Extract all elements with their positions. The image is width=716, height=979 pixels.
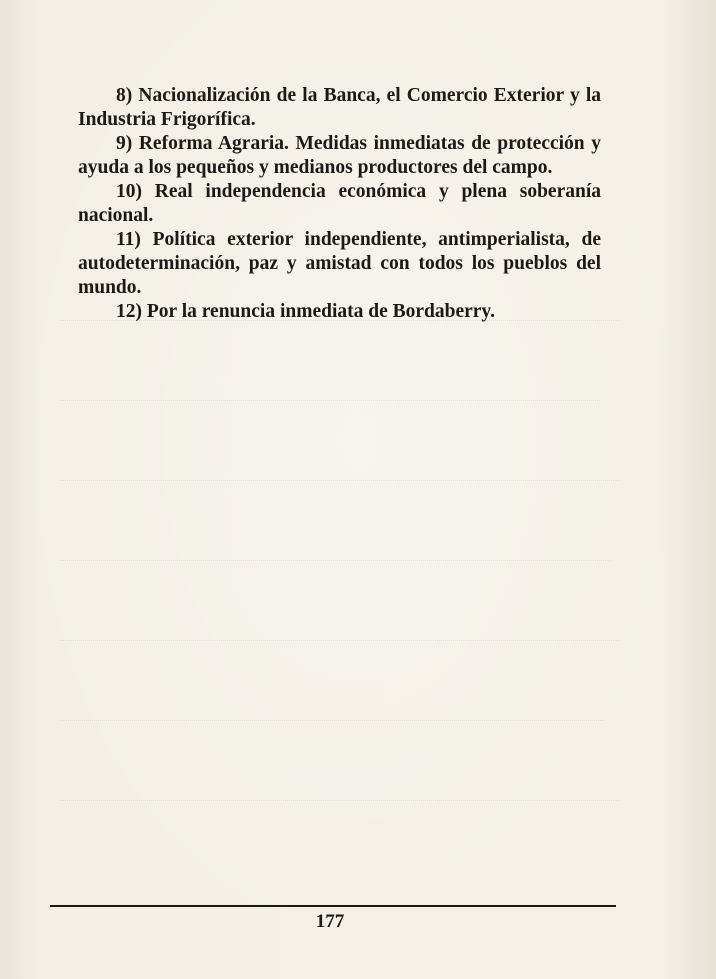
demand-item-10: 10) Real independencia económica y plena soberanía nacional.: [78, 181, 601, 226]
demand-item-9: 9) Reforma Agraria. Medidas inmediatas de protección y ayuda a los pequeños y medianos productores del campo.: [78, 133, 601, 178]
footer-rule: [50, 905, 616, 907]
demand-item-8: 8) Nacionalización de la Banca, el Comercio Exterior y la Industria Frigorífica.: [78, 85, 601, 130]
demand-item-11: 11) Política exterior independiente, antimperialista, de autodeterminación, paz y amistad con todos los pueblos del mundo.: [78, 229, 601, 298]
page-number: 177: [315, 911, 345, 932]
demands-list: [78, 84, 601, 324]
demand-item-12: 12) Por la renuncia inmediata de Bordaberry.: [116, 301, 495, 322]
